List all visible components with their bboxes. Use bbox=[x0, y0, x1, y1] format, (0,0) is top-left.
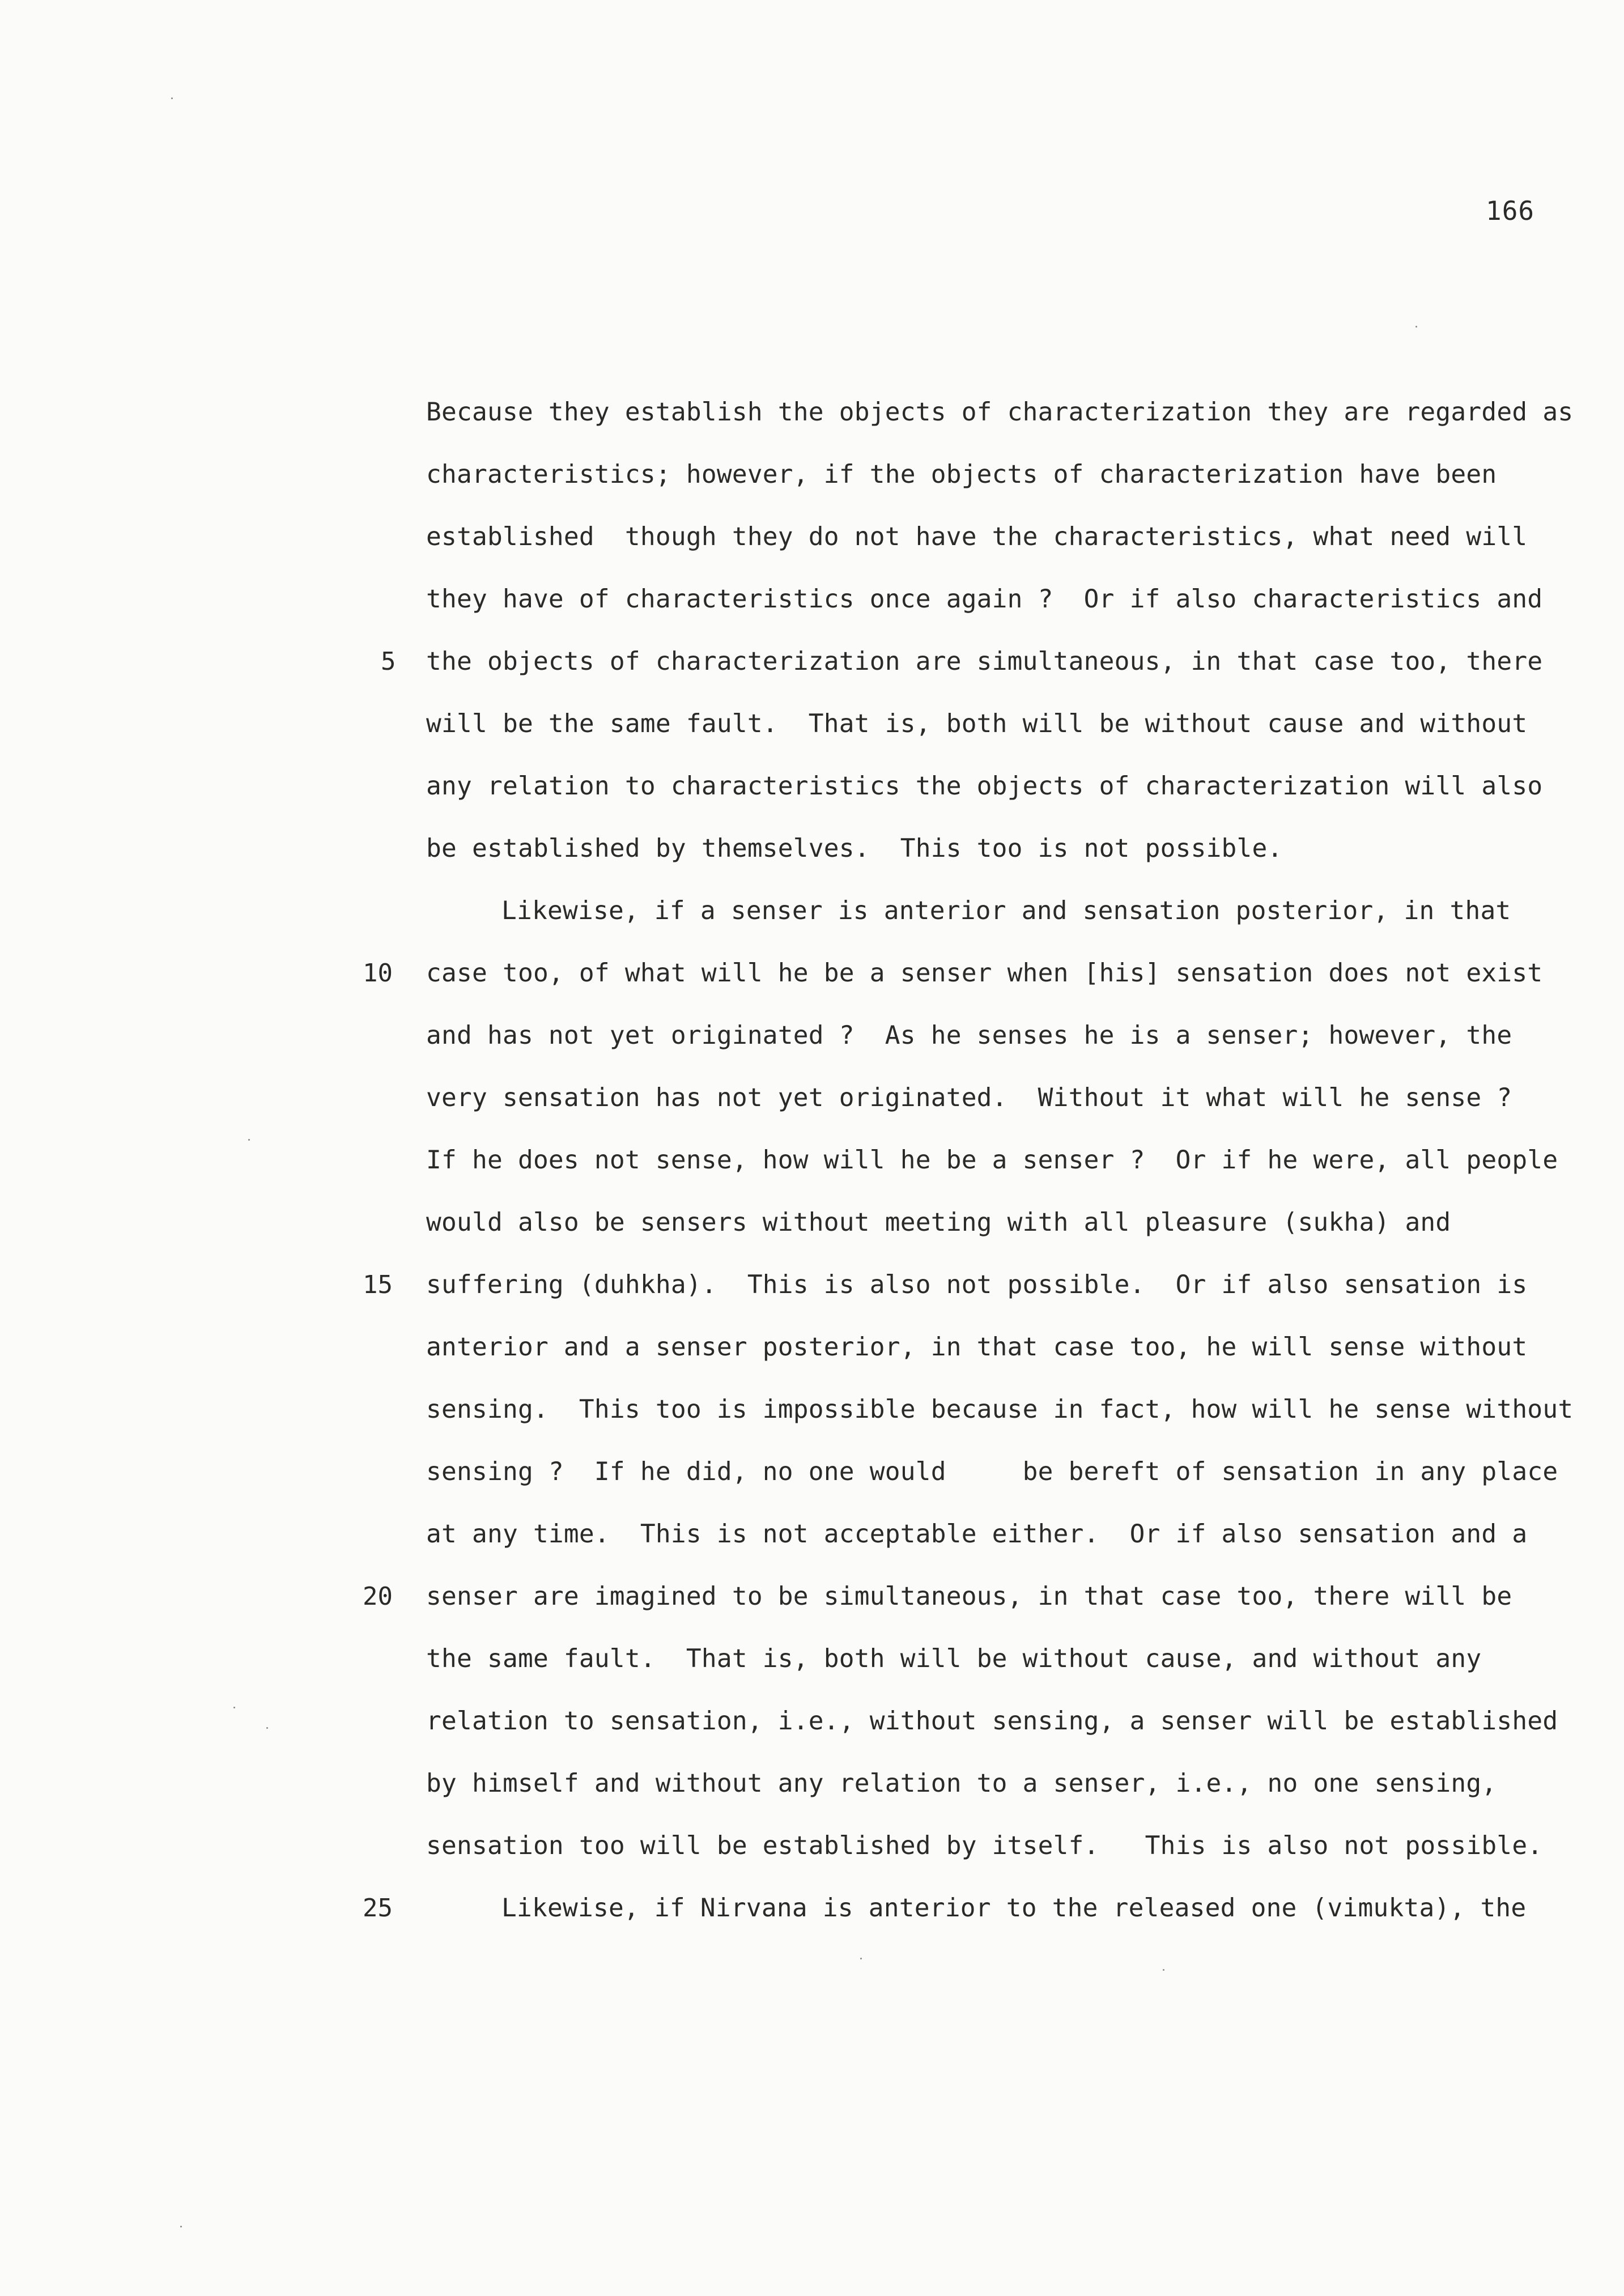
text-line-21: the same fault. That is, both will be without cause, and without any bbox=[426, 1644, 1482, 1673]
line-number-15: 15 bbox=[363, 1270, 393, 1299]
scan-speck bbox=[266, 1727, 268, 1729]
text-line-3: established though they do not have the characteristics, what need will bbox=[426, 522, 1528, 551]
text-line-22: relation to sensation, i.e., without sensing, a senser will be established bbox=[426, 1707, 1558, 1736]
text-line-18: sensing ? If he did, no one would be bereft of sensation in any place bbox=[426, 1457, 1558, 1486]
text-line-8: be established by themselves. This too is not possible. bbox=[426, 834, 1283, 863]
text-line-7: any relation to characteristics the objects of characterization will also bbox=[426, 772, 1543, 801]
scan-speck bbox=[180, 2226, 182, 2227]
text-line-15: suffering (duhkha). This is also not possible. Or if also sensation is bbox=[426, 1270, 1528, 1299]
scan-speck bbox=[248, 1139, 250, 1141]
page-number: 166 bbox=[1486, 195, 1535, 226]
text-line-23: by himself and without any relation to a senser, i.e., no one sensing, bbox=[426, 1769, 1497, 1798]
scan-speck bbox=[1415, 326, 1417, 328]
text-line-24: sensation too will be established by itself. This is also not possible. bbox=[426, 1831, 1543, 1860]
scan-speck bbox=[233, 1707, 235, 1708]
line-number-20: 20 bbox=[363, 1582, 393, 1611]
text-line-12: very sensation has not yet originated. Without it what will he sense ? bbox=[426, 1083, 1512, 1112]
text-line-4: they have of characteristics once again ? Or if also characteristics and bbox=[426, 585, 1543, 614]
text-line-19: at any time. This is not acceptable either. Or if also sensation and a bbox=[426, 1520, 1528, 1549]
text-line-6: will be the same fault. That is, both will be without cause and without bbox=[426, 709, 1528, 738]
text-line-14: would also be sensers without meeting with all pleasure (sukha) and bbox=[426, 1208, 1451, 1237]
scan-speck bbox=[1163, 1969, 1164, 1971]
text-line-13: If he does not sense, how will he be a senser ? Or if he were, all people bbox=[426, 1146, 1558, 1175]
text-line-1: Because they establish the objects of characterization they are regarded as bbox=[426, 398, 1574, 427]
line-number-10: 10 bbox=[363, 959, 393, 988]
scan-speck bbox=[860, 1958, 862, 1959]
text-line-9: Likewise, if a senser is anterior and sensation posterior, in that bbox=[501, 896, 1511, 925]
text-line-10: case too, of what will he be a senser when [his] sensation does not exist bbox=[426, 959, 1543, 988]
text-line-2: characteristics; however, if the objects of characterization have been bbox=[426, 460, 1497, 489]
line-number-25: 25 bbox=[363, 1894, 393, 1923]
text-line-20: senser are imagined to be simultaneous, in that case too, there will be bbox=[426, 1582, 1512, 1611]
text-line-17: sensing. This too is impossible because in fact, how will he sense without bbox=[426, 1395, 1574, 1424]
text-line-16: anterior and a senser posterior, in that case too, he will sense without bbox=[426, 1333, 1528, 1362]
scan-speck bbox=[171, 97, 173, 99]
text-line-11: and has not yet originated ? As he senses he is a senser; however, the bbox=[426, 1021, 1512, 1050]
line-number-5: 5 bbox=[381, 647, 396, 676]
text-line-25: Likewise, if Nirvana is anterior to the released one (vimukta), the bbox=[501, 1894, 1527, 1923]
text-line-5: the objects of characterization are simultaneous, in that case too, there bbox=[426, 647, 1543, 676]
